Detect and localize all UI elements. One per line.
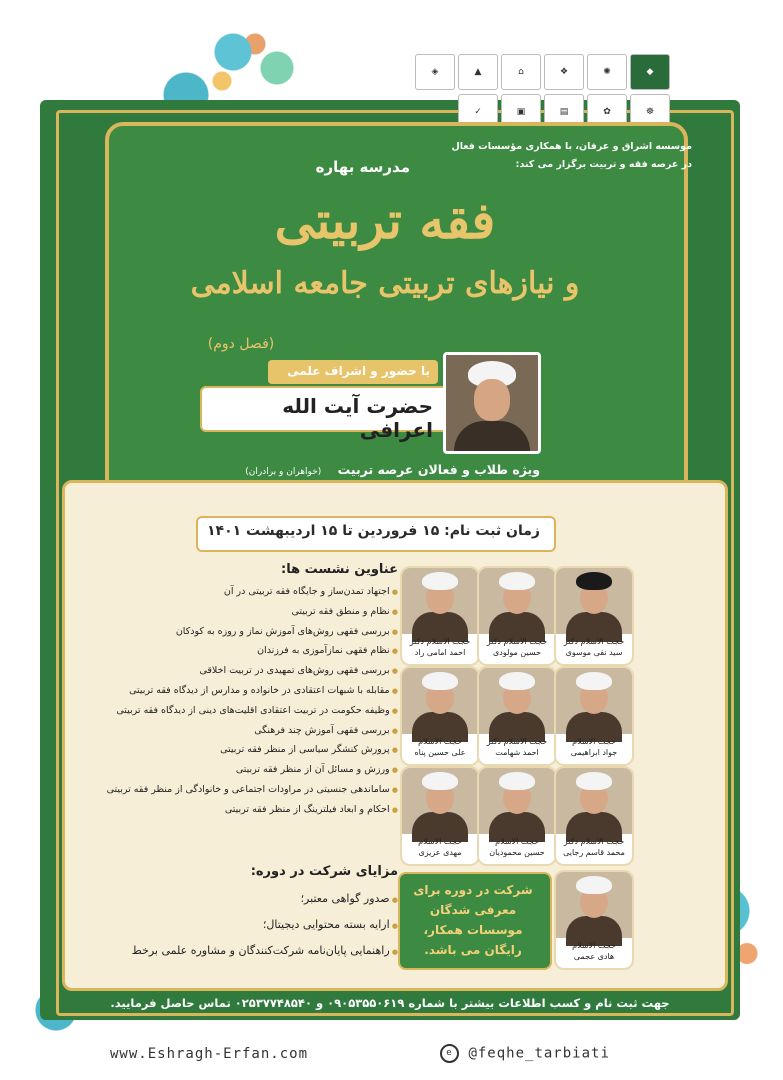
topic-item: ● ورزش و مسائل آن از منظر فقه تربیتی (90, 760, 398, 780)
partner-logo: ☸ (630, 94, 670, 130)
speaker-card (400, 666, 480, 766)
topic-item: ● نظام فقهی نمازآموزی به فرزندان (90, 641, 398, 661)
benefit-item: ● راهنمایی پایان‌نامه شرکت‌کنندگان و مشاوره علمی برخط (90, 938, 398, 964)
speaker-photo (402, 568, 478, 634)
social-handle-text: @feqhe_tarbiati (468, 1045, 610, 1062)
partner-logo: ❖ (544, 54, 584, 90)
main-title: فقه تربیتی (274, 191, 496, 250)
season-label: (فصل دوم) (207, 336, 275, 352)
speaker-photo (479, 768, 555, 834)
speaker-photo (556, 568, 632, 634)
topic-item: ● ساماندهی جنسیتی در مراودات اجتماعی و خانوادگی از منظر فقه تربیتی (90, 780, 398, 800)
speaker-card (554, 766, 634, 866)
social-icon: e (440, 1044, 459, 1063)
benefit-item: ● ارایه بسته محتوایی دیجیتال؛ (90, 912, 398, 938)
main-speaker-name: حضرت آیت الله اعرافی (282, 394, 433, 442)
speaker-card (477, 666, 557, 766)
intro-text (420, 138, 692, 174)
topic-item: ● مقابله با شبهات اعتقادی در خانواده و مدارس از دیدگاه فقه تربیتی (90, 681, 398, 701)
partner-logo: ◆ (630, 54, 670, 90)
speaker-caption: حجت الاسلام دکتر حسین مولودی (486, 637, 548, 657)
face-shape (474, 379, 510, 421)
audience-note: (خواهران و برادران) (245, 467, 322, 477)
speaker-photo (479, 668, 555, 734)
topic-item: ● احکام و ابعاد فیلترینگ از منظر فقه تربیتی (90, 800, 398, 820)
partner-logo: ✺ (587, 54, 627, 90)
speaker-caption: حجت الاسلام دکتر سید نقی موسوی (563, 637, 625, 657)
speaker-photo (556, 668, 632, 734)
topic-item: ● نظام و منطق فقه تربیتی (90, 602, 398, 622)
benefit-item: ● صدور گواهی معتبر؛ (90, 886, 398, 912)
partner-logo: ✿ (587, 94, 627, 130)
partner-logo: ✓ (458, 94, 498, 130)
topic-item: ● بررسی فقهی روش‌های تمهیدی در تربیت اخلاقی (90, 661, 398, 681)
contact-text: جهت ثبت نام و کسب اطلاعات بیشتر با شماره ۰۹۰۵۳۵۵۰۶۱۹ و ۰۲۵۳۷۷۴۸۵۴۰ تماس حاصل فرمایید. (110, 996, 670, 1010)
speaker-card (400, 766, 480, 866)
registration-text: زمان ثبت نام: ۱۵ فروردین تا ۱۵ اردیبهشت ۱۴۰۱ (206, 523, 540, 539)
speaker-photo (556, 768, 632, 834)
speaker-caption: حجت الاسلام حسین محمودیان (489, 837, 545, 857)
intro-line-2: در عرصه فقه و تربیت برگزار می کند: (515, 159, 692, 170)
subtitle: و نیازهای تربیتی جامعه اسلامی (190, 266, 580, 301)
topic-item: ● بررسی فقهی روش‌های آموزش نماز و روزه به کودکان (90, 622, 398, 642)
speaker-card (554, 870, 634, 970)
speaker-card (554, 666, 634, 766)
social-handle[interactable] (440, 1044, 690, 1063)
topic-item: ● بررسی فقهی آموزش چند فرهنگی (90, 721, 398, 741)
speaker-card (477, 766, 557, 866)
topics-list (90, 582, 398, 820)
speaker-caption: حجت الاسلام دکتر محمد قاسم رجایی (563, 837, 625, 857)
audience-label: ویژه طلاب و فعالان عرصه تربیت (337, 462, 540, 477)
speaker-card (554, 566, 634, 666)
partner-logo: ▣ (501, 94, 541, 130)
audience-text (170, 462, 540, 477)
speaker-caption: حجت الاسلام دکتر احمد شهامت (486, 737, 548, 757)
partner-logo: ◈ (415, 54, 455, 90)
intro-line-1: موسسه اشراق و عرفان، با همکاری مؤسسات فعال (451, 141, 692, 152)
main-speaker-photo (443, 352, 541, 454)
title-arch (105, 122, 688, 520)
partner-logo: ⌂ (501, 54, 541, 90)
partner-logo: ▤ (544, 94, 584, 130)
speaker-photo (556, 872, 632, 938)
school-title: مدرسه بهاره (315, 158, 410, 176)
partner-logo: ▲ (458, 54, 498, 90)
free-note-text: شرکت در دوره برای معرفی شدگان موسسات همکار، رایگان می باشد. (413, 883, 533, 957)
speaker-caption: حجت الاسلام جواد ابراهیمی (570, 737, 618, 757)
topic-item: ● وظیفه حکومت در تربیت اعتقادی اقلیت‌های دینی از دیدگاه فقه تربیتی (90, 701, 398, 721)
topics-title: عناوین نشست ها: (281, 562, 398, 577)
presence-label: با حضور و اشراف علمی (287, 364, 430, 378)
robe-shape (454, 421, 530, 454)
speaker-caption: حجت الاسلام مهدی عزیزی (418, 837, 462, 857)
topic-item: ● پرورش کنشگر سیاسی از منظر فقه تربیتی (90, 740, 398, 760)
benefits-list (90, 886, 398, 964)
speaker-caption: حجت الاسلام هادی عجمی (572, 941, 616, 961)
website-link[interactable]: www.Eshragh-Erfan.com (110, 1046, 309, 1062)
speaker-photo (479, 568, 555, 634)
speaker-caption: حجت الاسلام دکتر احمد امامی راد (409, 637, 471, 657)
speaker-photo (402, 768, 478, 834)
speaker-caption: حجت الاسلام علی حسین پناه (414, 737, 466, 757)
speaker-card (477, 566, 557, 666)
speaker-photo (402, 668, 478, 734)
speaker-card (400, 566, 480, 666)
benefits-title: مزایای شرکت در دوره: (250, 864, 398, 879)
topic-item: ● اجتهاد تمدن‌ساز و جایگاه فقه تربیتی در آن (90, 582, 398, 602)
